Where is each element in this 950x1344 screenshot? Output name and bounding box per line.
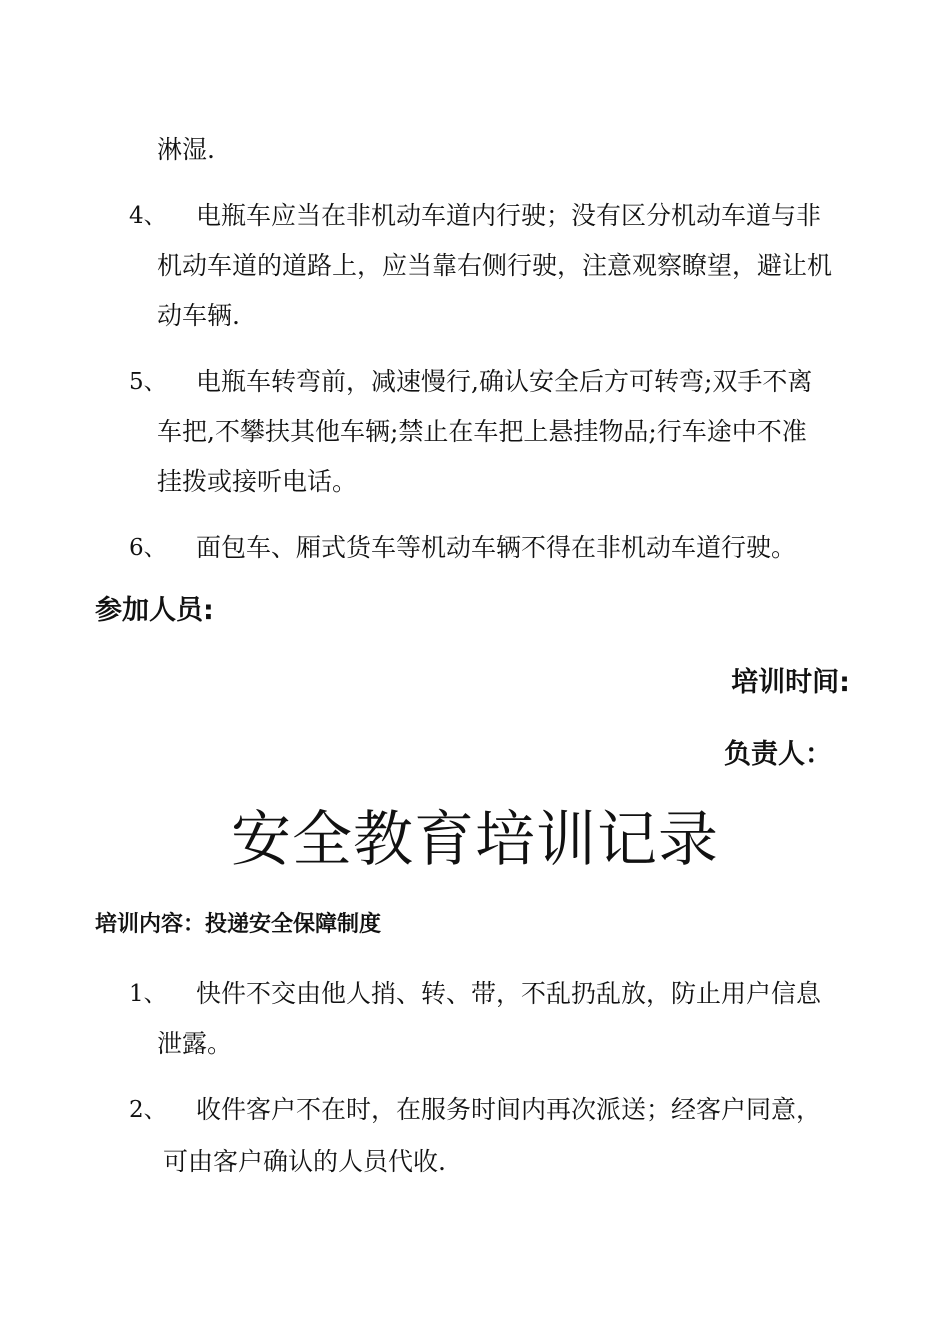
record-title: 安全教育培训记录 (231, 805, 719, 875)
list-item-line: 动车辆. (157, 301, 240, 330)
list-item-line: 可由客户确认的人员代收. (163, 1147, 446, 1176)
training-time-label: 培训时间: (731, 667, 850, 698)
continuation-line: 淋湿. (157, 135, 215, 164)
list-item-line: 收件客户不在时，在服务时间内再次派送；经客户同意， (196, 1095, 822, 1124)
participants-label: 参加人员: (95, 595, 214, 626)
list-item-line: 面包车、厢式货车等机动车辆不得在非机动车道行驶。 (196, 533, 797, 562)
list-item-number: 5、 (129, 369, 167, 395)
list-item-number: 6、 (129, 535, 167, 561)
list-item-number: 2、 (129, 1097, 167, 1123)
list-item-line: 电瓶车转弯前，减速慢行,确认安全后方可转弯;双手不离 (196, 367, 813, 396)
list-item-line: 挂拨或接听电话。 (157, 467, 358, 496)
list-item-line: 电瓶车应当在非机动车道内行驶；没有区分机动车道与非 (196, 201, 822, 230)
responsible-person-label: 负责人： (724, 739, 832, 770)
training-content: 培训内容：投递安全保障制度 (95, 912, 382, 937)
list-item-number: 4、 (129, 203, 167, 229)
list-item-line: 快件不交由他人捎、转、带，不乱扔乱放，防止用户信息 (196, 979, 822, 1008)
list-item-line: 机动车道的道路上，应当靠右侧行驶，注意观察瞭望，避让机 (157, 251, 833, 280)
list-item-line: 车把,不攀扶其他车辆;禁止在车把上悬挂物品;行车途中不准 (157, 417, 807, 446)
list-item-number: 1、 (129, 981, 167, 1007)
list-item-line: 泄露。 (157, 1029, 233, 1058)
